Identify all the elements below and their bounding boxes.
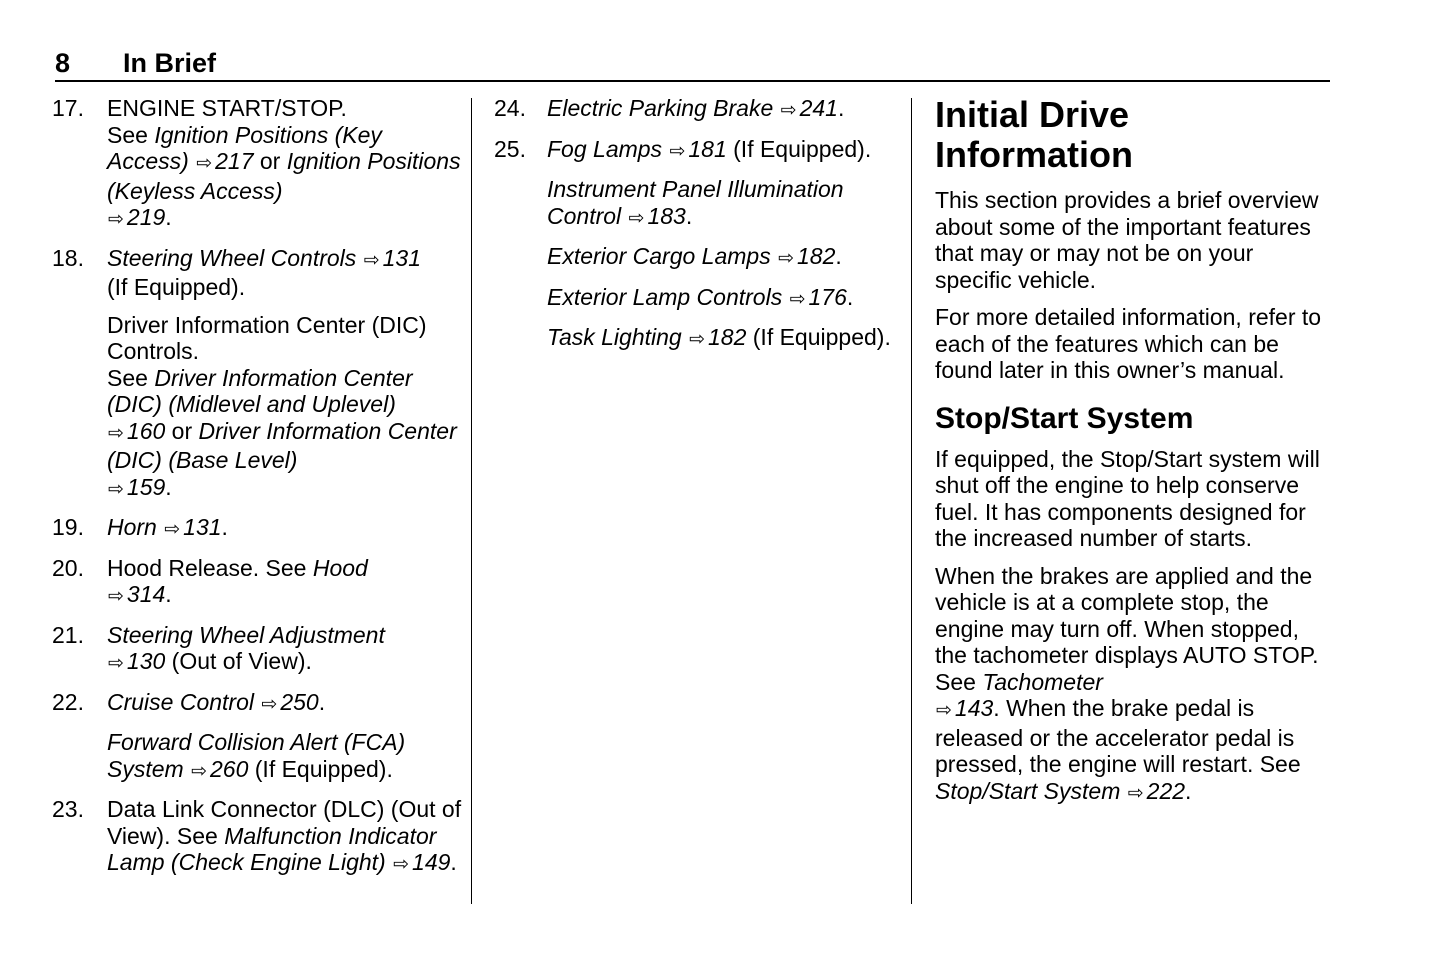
page-reference[interactable]: 159 (126, 473, 166, 500)
subsection-heading: Stop/Start System (935, 401, 1194, 435)
column-divider-1 (471, 98, 472, 904)
column-divider-2 (911, 98, 912, 904)
page-reference[interactable]: 131 (183, 514, 222, 540)
paragraph: When the brakes are applied and the vehicle is at a complete stop, the engine may turn off. When stopped, the tachometer displays AUTO STOP. See Tachometer ⇨ 143. When the brake pedal is released or the accelerator pedal is pressed, the engine will restart. See Stop/Start System ⇨ 222. (935, 563, 1335, 808)
list-item: 20. Hood Release. See Hood ⇨ 314. (52, 555, 462, 611)
arrow-reference-icon: ⇨ (1127, 782, 1144, 804)
list-item: 21. Steering Wheel Adjustment ⇨ 130 (Out of View). (52, 622, 462, 678)
page-header (55, 46, 1330, 82)
arrow-reference-icon: ⇨ (669, 140, 686, 162)
page-reference[interactable]: 176 (808, 283, 847, 310)
section-heading: Initial Drive Information (935, 94, 1133, 175)
page-reference[interactable]: 182 (708, 324, 747, 350)
column-2 (494, 95, 894, 365)
cross-reference[interactable]: Fog Lamps (547, 135, 663, 162)
arrow-reference-icon: ⇨ (628, 207, 645, 229)
page-reference[interactable]: 217 (215, 148, 254, 174)
arrow-reference-icon: ⇨ (164, 519, 181, 540)
cross-reference[interactable]: Forward Collision Alert (FCA) System (107, 729, 406, 782)
list-item: 17. ENGINE START/STOP. See Ignition Positions (Key Access) ⇨ 217 or Ignition Positions (Keyless Access) ⇨ 219. (52, 95, 462, 234)
list-subitem: Task Lighting ⇨ 182 (If Equipped). (547, 324, 894, 354)
paragraph: For more detailed information, refer to each of the features which can be found later in this owner’s manual. (935, 304, 1322, 383)
cross-reference[interactable]: Stop/Start System (935, 777, 1121, 804)
page-reference[interactable]: 222 (1146, 777, 1186, 804)
cross-reference[interactable]: Driver Information Center (DIC) (Base Level) (107, 417, 457, 473)
cross-reference[interactable]: Instrument Panel Illumination Control (547, 176, 844, 229)
list-item: 25. Fog Lamps ⇨ 181 (If Equipped). (494, 136, 894, 166)
list-item: 19. Horn ⇨ 131. (52, 514, 462, 544)
arrow-reference-icon: ⇨ (196, 153, 213, 174)
cross-reference[interactable]: Ignition Positions (Keyless Access) (107, 148, 461, 204)
arrow-reference-icon: ⇨ (689, 329, 705, 350)
page-reference[interactable]: 314 (126, 581, 166, 607)
arrow-reference-icon: ⇨ (108, 422, 124, 444)
list-subitem: Instrument Panel Illumination Control ⇨ 183. (547, 176, 894, 232)
arrow-reference-icon: ⇨ (108, 478, 124, 500)
cross-reference[interactable]: Cruise Control (107, 688, 254, 715)
page-reference[interactable]: 183 (647, 202, 686, 229)
cross-reference[interactable]: Exterior Cargo Lamps (547, 243, 771, 269)
cross-reference[interactable]: Horn (107, 514, 157, 540)
cross-reference[interactable]: Steering Wheel Adjustment (107, 621, 385, 648)
list-item: 24. Electric Parking Brake ⇨ 241. (494, 95, 894, 125)
page-number: 8 (55, 48, 71, 78)
column-1 (52, 95, 462, 890)
page-reference[interactable]: 260 (210, 755, 249, 782)
page-reference[interactable]: 241 (799, 95, 838, 121)
arrow-reference-icon: ⇨ (108, 586, 124, 607)
page-reference[interactable]: 182 (797, 243, 836, 269)
cross-reference[interactable]: Tachometer (982, 668, 1103, 695)
paragraph: This section provides a brief overview about some of the important features that may or may not be on your specific vehicle. (935, 187, 1319, 293)
page-reference[interactable]: 250 (280, 688, 319, 715)
cross-reference[interactable]: Hood (312, 554, 368, 581)
arrow-reference-icon: ⇨ (789, 288, 806, 310)
cross-reference[interactable]: Malfunction Indicator Lamp (Check Engine Light) (107, 822, 437, 875)
list-item: 23. Data Link Connector (DLC) (Out of View). See Malfunction Indicator Lamp (Check Engine Light) ⇨ 149. (52, 796, 462, 879)
list-subitem: Driver Information Center (DIC) Controls. See Driver Information Center (DIC) (Midlevel and Uplevel) ⇨ 160 or Driver Information Center (DIC) (Base Level) ⇨ 159. (107, 312, 462, 504)
arrow-reference-icon: ⇨ (780, 100, 797, 121)
list-subitem: Exterior Cargo Lamps ⇨ 182. (547, 243, 894, 273)
paragraph: If equipped, the Stop/Start system will shut off the engine to help conserve fuel. It has components designed for the increased number of starts. (935, 445, 1320, 551)
arrow-reference-icon: ⇨ (936, 700, 952, 721)
list-subitem: Exterior Lamp Controls ⇨ 176. (547, 284, 894, 314)
list-item: 18. Steering Wheel Controls ⇨ 131 (If Equipped). (52, 244, 421, 300)
cross-reference[interactable]: Ignition Positions (Key Access) (107, 121, 382, 174)
chapter-title: In Brief (123, 48, 217, 78)
column-3 (935, 95, 1335, 818)
cross-reference[interactable]: Driver Information Center (DIC) (Midlevel and Uplevel) (107, 364, 413, 417)
page-reference[interactable]: 181 (688, 135, 727, 162)
arrow-reference-icon: ⇨ (108, 653, 124, 674)
list-subitem: Forward Collision Alert (FCA) System ⇨ 260 (If Equipped). (107, 729, 462, 785)
arrow-reference-icon: ⇨ (363, 249, 380, 271)
page-reference[interactable]: 149 (412, 849, 451, 875)
arrow-reference-icon: ⇨ (261, 693, 278, 715)
page-reference[interactable]: 160 (126, 417, 166, 444)
arrow-reference-icon: ⇨ (108, 209, 124, 230)
arrow-reference-icon: ⇨ (393, 854, 410, 875)
cross-reference[interactable]: Task Lighting (547, 324, 682, 350)
page-reference[interactable]: 143 (954, 695, 994, 721)
arrow-reference-icon: ⇨ (778, 248, 795, 269)
cross-reference[interactable]: Electric Parking Brake (547, 95, 774, 121)
arrow-reference-icon: ⇨ (191, 760, 207, 782)
page-reference[interactable]: 219 (126, 204, 166, 230)
cross-reference[interactable]: Exterior Lamp Controls (547, 283, 783, 310)
cross-reference[interactable]: Steering Wheel Controls (107, 244, 357, 271)
page-reference[interactable]: 131 (382, 244, 421, 271)
list-item: 22. Cruise Control ⇨ 250. (52, 689, 462, 719)
page-reference[interactable]: 130 (126, 648, 166, 674)
